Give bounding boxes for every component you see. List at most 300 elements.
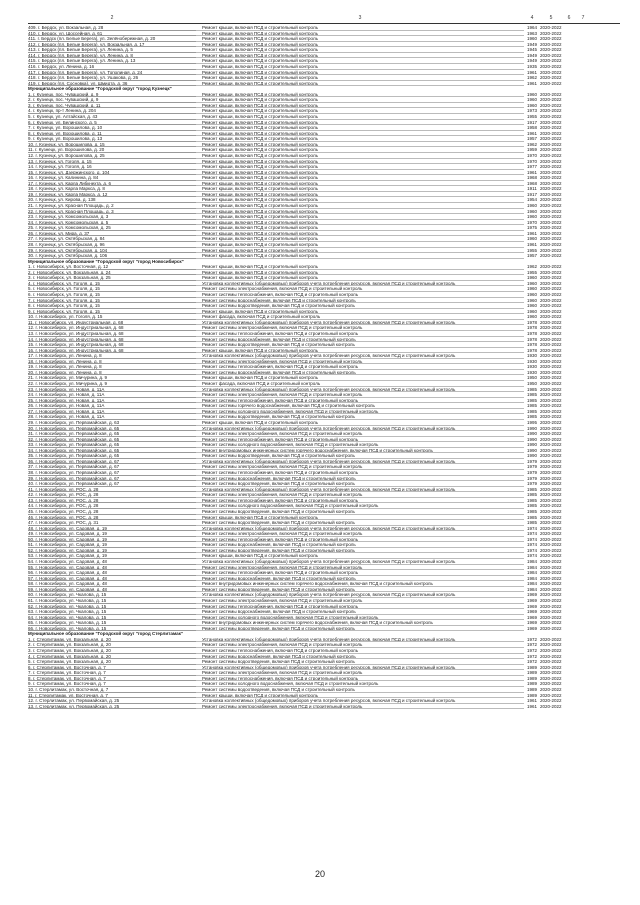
address-cell: 6. г. Стерлитамак, ул. Восточная, д. 7 — [28, 665, 196, 671]
address-cell: 6. г. Новосибирск, ул. Гоголя, д. 15 — [28, 292, 196, 298]
year-cell: 1969 — [526, 597, 537, 603]
year-cell: 1989 — [526, 692, 537, 698]
period-cell: 2020-2022 — [540, 114, 562, 119]
address-cell: 21. г. Кузнецк, ул. Красная Площадь, д. 2 — [28, 203, 196, 209]
period-cell: 2020-2022 — [540, 342, 562, 348]
address-cell: 65. г. Новосибирск, ул. Чкалова, д. 15 — [28, 620, 196, 626]
year-cell: 1969 — [526, 614, 537, 620]
address-cell: 40. г. Новосибирск, ул. Первомайская, д. 67 — [28, 481, 196, 487]
period-cell: 2020-2022 — [540, 581, 562, 587]
address-cell: 64. г. Новосибирск, ул. Чкалова, д. 15 — [28, 615, 196, 621]
address-cell: 53. г. Новосибирск, ул. Садовая, д. 19 — [28, 553, 196, 559]
period-cell: 2020-2022 — [540, 230, 562, 236]
address-cell: 22. г. Кузнецк, ул. Красная Площадь, д. 3 — [28, 209, 196, 215]
work-type-cell: Ремонт системы водоотведения, включая ПСД и строительный контроль — [196, 626, 524, 632]
address-cell: 13. г. Кузнецк, ул. Гоголя, д. 15 — [28, 159, 196, 165]
year-cell: 1950 — [526, 375, 537, 381]
period-cell: 2020-2022 — [540, 425, 562, 431]
address-cell: 23. г. Кузнецк, ул. Комсомольская, д. 3 — [28, 214, 196, 220]
year-cell: 1989 — [526, 686, 537, 692]
work-type-cell: Ремонт системы теплоснабжения, включая ПСД и строительный контроль — [196, 437, 524, 443]
work-type-cell: Ремонт внутридомовых инженерных систем горячего водоснабжения, включая ПСД и строительный контроль — [196, 448, 524, 454]
address-cell: 10. г. Стерлитамак, ул. Восточная, д. 7 — [28, 687, 196, 693]
year-cell: 1990 — [526, 442, 537, 448]
period-cell: 2020-2022 — [540, 642, 562, 648]
address-cell: 8. г. Стерлитамак, ул. Восточная, д. 7 — [28, 676, 196, 682]
address-cell: 66. г. Новосибирск, ул. Чкалова, д. 15 — [28, 626, 196, 632]
address-cell: 6. г. Кузнецк, ул. Белинского, д. 5 — [28, 120, 196, 126]
year-cell: 1961 — [526, 230, 537, 236]
year-cell: 1960 — [526, 203, 537, 208]
period-cell: 2020-2022 — [540, 609, 562, 615]
work-type-cell: Ремонт системы водоотведения, включая ПСД и строительный контроль — [196, 587, 524, 593]
year-cell: 1961 — [526, 169, 537, 175]
period-cell: 2020-2022 — [540, 603, 562, 609]
work-type-cell: Ремонт системы теплоснабжения, включая ПСД и строительный контроль — [196, 604, 524, 610]
work-type-cell: Ремонт системы холодного водоснабжения, включая ПСД и строительный контроль — [196, 503, 524, 509]
address-cell: 11. г. Стерлитамак, ул. Восточная, д. 7 — [28, 693, 196, 699]
address-cell: 418. г. Бердск (пл. Белые Берега), ул. Ушакова, д. 26 — [28, 75, 196, 81]
year-cell: 1917 — [526, 119, 537, 125]
year-cell: 1985 — [526, 520, 537, 526]
address-cell: 412. г. Бердск (пл. Белые Берега), ул. Вокзальная, д. 17 — [28, 42, 196, 48]
period-cell: 2020-2022 — [540, 280, 562, 286]
work-type-cell: Ремонт системы теплоснабжения, включая ПСД и строительный контроль — [196, 292, 524, 298]
section-title: Муниципальное образование "Городской округ "город Стерлитамак" — [28, 631, 184, 637]
period-cell: 2020-2022 — [540, 570, 562, 576]
year-cell: 1969 — [526, 603, 537, 609]
work-type-cell: Ремонт системы водоотведения, включая ПСД и строительный контроль — [196, 548, 524, 554]
period-cell: 2020-2022 — [540, 253, 562, 259]
address-cell: 20. г. Новосибирск, ул. Ленина, д. 8 — [28, 370, 196, 376]
address-cell: 416. г. Бердск, ул. Ленина, д. 16 — [28, 64, 196, 70]
work-type-cell: Ремонт крыши, включая ПСД и строительный контроль — [196, 97, 524, 103]
work-type-cell: Ремонт крыши, включая ПСД и строительный контроль — [196, 159, 524, 165]
address-cell: 415. г. Бердск (пл. Белые Берега), ул. Ленина, д. 13 — [28, 58, 196, 64]
work-type-cell: Ремонт системы холодного водоснабжения, включая ПСД и строительный контроль — [196, 442, 524, 448]
period-cell: 2020-2022 — [540, 447, 562, 453]
address-cell: 3. г. Кузнецк, пос. Чувашский, д. 11 — [28, 103, 196, 109]
address-cell: 42. г. Новосибирск, ул. РОС, д. 28 — [28, 492, 196, 498]
address-cell: 30. г. Кузнецк, ул. Октябрьская, д. 106 — [28, 253, 196, 259]
year-cell: 1969 — [526, 592, 537, 598]
year-cell: 1989 — [526, 664, 537, 670]
year-cell: 1960 — [526, 97, 537, 103]
work-type-cell: Ремонт крыши, включая ПСД и строительный контроль — [196, 181, 524, 187]
address-cell: 31. г. Новосибирск, ул. Первомайская, д. 65 — [28, 431, 196, 437]
work-type-cell: Ремонт крыши, включая ПСД и строительный контроль — [196, 70, 524, 76]
period-cell: 2020-2022 — [540, 236, 562, 242]
year-cell: 1968 — [526, 180, 537, 186]
work-type-cell: Ремонт системы теплоснабжения, включая ПСД и строительный контроль — [196, 470, 524, 476]
year-cell: 1930 — [526, 364, 537, 370]
work-type-cell: Ремонт системы электроснабжения, включая ПСД и строительный контроль — [196, 598, 524, 604]
period-cell: 2020-2022 — [540, 91, 562, 97]
work-type-cell: Ремонт системы водоотведения, включая ПСД и строительный контроль — [196, 659, 524, 665]
period-cell: 2020-2022 — [540, 219, 562, 225]
address-cell: 17. г. Кузнецк, ул. Карла Либкнехта, д. 6 — [28, 181, 196, 187]
period-cell: 2020-2022 — [540, 36, 562, 42]
work-type-cell: Ремонт крыши, включая ПСД и строительный контроль — [196, 81, 524, 87]
period-cell: 2020-2022 — [540, 525, 562, 531]
year-cell: 1984 — [526, 570, 537, 576]
work-type-cell: Ремонт крыши, включая ПСД и строительный контроль — [196, 348, 524, 354]
year-cell: 1984 — [526, 564, 537, 570]
address-cell: 29. г. Кузнецк, ул. Октябрьская, д. 104 — [28, 248, 196, 254]
period-cell: 2020-2022 — [540, 453, 562, 459]
year-cell: 1961 — [526, 241, 537, 247]
period-cell: 2020-2022 — [540, 364, 562, 370]
work-type-cell: Ремонт системы водоотведения, включая ПСД и строительный контроль — [196, 481, 524, 487]
period-cell: 2020-2022 — [540, 225, 562, 231]
period-cell: 2020-2022 — [540, 458, 562, 464]
work-type-cell: Ремонт крыши, включая ПСД и строительный контроль — [196, 42, 524, 48]
period-cell: 2020-2022 — [540, 397, 562, 403]
period-cell: 2020-2022 — [540, 197, 562, 203]
address-cell: 24. г. Кузнецк, ул. Комсомольская, д. 5 — [28, 220, 196, 226]
work-type-cell: Ремонт системы электроснабжения, включая ПСД и строительный контроль — [196, 642, 524, 648]
address-cell: 13. г. Новосибирск, ул. Индустриальная, д. 68 — [28, 331, 196, 337]
period-cell: 2020-2022 — [540, 330, 562, 336]
work-type-cell: Ремонт крыши, включая ПСД и строительный контроль — [196, 197, 524, 203]
address-cell: 58. г. Новосибирск, ул. Садовая, д. 48 — [28, 581, 196, 587]
period-cell: 2020-2022 — [540, 308, 562, 314]
year-cell: 1990 — [526, 453, 537, 459]
address-cell: 24. г. Новосибирск, ул. Новая, д. 11А — [28, 392, 196, 398]
address-cell: 7. г. Кузнецк, ул. Ворошилова, д. 10 — [28, 125, 196, 131]
work-type-cell: Ремонт крыши, включая ПСД и строительный контроль — [196, 64, 524, 70]
year-cell: 1970 — [526, 219, 537, 225]
address-cell: 10. г. Кузнецк, ул. Ворошилова, д. 15 — [28, 142, 196, 148]
address-cell: 11. г. Кузнецк, ул. Ворошилова, д. 20 — [28, 147, 196, 153]
period-cell: 2020-2022 — [540, 297, 562, 303]
work-type-cell: Установка коллективных (общедомовых) приборов учета потребления ресурсов, включая ПСД и строительный контроль — [196, 526, 524, 532]
work-type-cell: Ремонт крыши, включая ПСД и строительный контроль — [196, 309, 524, 315]
period-cell: 2020-2022 — [540, 442, 562, 448]
work-type-cell: Установка коллективных (общедомовых) приборов учета потребления ресурсов, включая ПСД и строительный контроль — [196, 353, 524, 359]
work-type-cell: Ремонт внутридомовых инженерных систем горячего водоснабжения, включая ПСД и строительный контроль — [196, 620, 524, 626]
work-type-cell: Ремонт системы холодного водоснабжения, включая ПСД и строительный контроль — [196, 681, 524, 687]
address-cell: 45. г. Новосибирск, ул. РОС, д. 28 — [28, 509, 196, 515]
address-cell: 57. г. Новосибирск, ул. Садовая, д. 48 — [28, 576, 196, 582]
address-cell: 5. г. Кузнецк, ул. Алтайская, д. 43 — [28, 114, 196, 120]
work-type-cell: Ремонт системы водоснабжения, включая ПСД и строительный контроль — [196, 476, 524, 482]
address-cell: 25. г. Кузнецк, ул. Комсомольская, д. 25 — [28, 225, 196, 231]
period-cell: 2020-2022 — [540, 531, 562, 537]
work-type-cell: Ремонт крыши, включая ПСД и строительный контроль — [196, 103, 524, 109]
address-cell: 37. г. Новосибирск, ул. Первомайская, д. 67 — [28, 464, 196, 470]
period-cell: 2020-2022 — [540, 41, 562, 47]
year-cell: 1964 — [526, 25, 537, 30]
year-cell: 1985 — [526, 397, 537, 403]
period-cell: 2020-2022 — [540, 241, 562, 247]
period-cell: 2020-2022 — [540, 292, 562, 297]
header-col-3: 3 — [358, 15, 362, 21]
period-cell: 2020-2022 — [540, 319, 562, 325]
period-cell: 2020-2022 — [540, 69, 562, 75]
period-cell: 2020-2022 — [540, 464, 562, 470]
address-cell: 1. г. Новосибирск, ул. Восточная, д. 12 — [28, 264, 196, 270]
period-cell: 2020-2022 — [540, 286, 562, 292]
year-cell: 1979 — [526, 458, 537, 464]
address-cell: 14. г. Новосибирск, ул. Индустриальная, д. 68 — [28, 337, 196, 343]
address-cell: 5. г. Стерлитамак, ул. Вокзальная, д. 20 — [28, 659, 196, 665]
address-cell: 9. г. Кузнецк, ул. Ворошилова, д. 13 — [28, 136, 196, 142]
work-type-cell: Ремонт системы теплоснабжения, включая ПСД и строительный контроль — [196, 364, 524, 370]
address-cell: 413. г. Бердск (пл. Белые Берега), ул. Ленина, д. 5 — [28, 47, 196, 53]
address-cell: 3. г. Новосибирск, ул. Вокзальная, д. 25 — [28, 275, 196, 281]
year-cell: 1969 — [526, 609, 537, 615]
work-type-cell: Ремонт системы теплоснабжения, включая ПСД и строительный контроль — [196, 498, 524, 504]
address-cell: 62. г. Новосибирск, ул. Чкалова, д. 15 — [28, 604, 196, 610]
period-cell: 2020-2022 — [540, 125, 562, 131]
year-cell: 1957 — [526, 253, 537, 259]
period-cell: 2020-2022 — [540, 620, 562, 626]
work-type-cell: Ремонт крыши, включая ПСД и строительный контроль — [196, 120, 524, 126]
address-cell: 63. г. Новосибирск, ул. Чкалова, д. 15 — [28, 609, 196, 615]
address-cell: 26. г. Новосибирск, ул. Новая, д. 11А — [28, 403, 196, 409]
year-cell: 1990 — [526, 436, 537, 442]
year-cell: 1975 — [526, 225, 537, 231]
work-type-cell: Ремонт крыши, включая ПСД и строительный контроль — [196, 153, 524, 159]
year-cell: 1957 — [526, 136, 537, 142]
year-cell: 1960 — [526, 292, 537, 297]
work-type-cell: Ремонт системы электроснабжения, включая ПСД и строительный контроль — [196, 704, 524, 710]
address-cell: 23. г. Новосибирск, ул. Новая, д. 11А — [28, 387, 196, 393]
address-cell: 56. г. Новосибирск, ул. Садовая, д. 48 — [28, 570, 196, 576]
year-cell: 1978 — [526, 342, 537, 348]
work-type-cell: Установка коллективных (общедомовых) приборов учета потребления ресурсов, включая ПСД и строительный контроль — [196, 459, 524, 465]
work-type-cell: Ремонт системы водоснабжения, включая ПСД и строительный контроль — [196, 542, 524, 548]
work-type-cell: Ремонт крыши, включая ПСД и строительный контроль — [196, 170, 524, 176]
period-cell: 2020-2022 — [540, 186, 562, 192]
year-cell: 1985 — [526, 414, 537, 420]
work-type-cell: Ремонт системы водоотведения, включая ПСД и строительный контроль — [196, 342, 524, 348]
table-body — [28, 25, 620, 709]
year-cell: 1979 — [526, 475, 537, 481]
year-cell: 1949 — [526, 52, 537, 58]
work-type-cell: Ремонт крыши, включая ПСД и строительный контроль — [196, 209, 524, 215]
work-type-cell: Ремонт фасада, включая ПСД и строительный контроль — [196, 381, 524, 387]
year-cell: 1930 — [526, 353, 537, 359]
year-cell: 1977 — [526, 164, 537, 170]
period-cell: 2020-2022 — [540, 414, 562, 420]
year-cell: 1978 — [526, 347, 537, 353]
address-cell: 46. г. Новосибирск, ул. РОС, д. 28 — [28, 515, 196, 521]
year-cell: 1917 — [526, 191, 537, 197]
period-cell: 2020-2022 — [540, 214, 562, 220]
address-cell: 4. г. Стерлитамак, ул. Вокзальная, д. 20 — [28, 654, 196, 660]
work-type-cell: Ремонт системы холодного водоснабжения, включая ПСД и строительный контроль — [196, 615, 524, 621]
address-cell: 54. г. Новосибирск, ул. Садовая, д. 48 — [28, 559, 196, 565]
address-cell: 411. г. Бердск (пл. Белые Берега), ул. Зелёнобережная, д. 20 — [28, 36, 196, 42]
work-type-cell: Ремонт системы водоснабжения, включая ПСД и строительный контроль — [196, 337, 524, 343]
period-cell: 2020-2022 — [540, 559, 562, 564]
address-cell: 18. г. Новосибирск, ул. Ленина, д. 8 — [28, 359, 196, 365]
year-cell: 1978 — [526, 319, 537, 325]
period-cell: 2020-2022 — [540, 97, 562, 103]
year-cell: 1985 — [526, 492, 537, 498]
period-cell: 2020-2022 — [540, 547, 562, 553]
work-type-cell: Ремонт крыши, включая ПСД и строительный контроль — [196, 186, 524, 192]
work-type-cell: Ремонт внутридомовых инженерных систем горячего водоснабжения, включая ПСД и строительный контроль — [196, 581, 524, 587]
period-cell: 2020-2022 — [540, 63, 562, 69]
work-type-cell: Установка коллективных (общедомовых) приборов учета потребления ресурсов, включая ПСД и строительный контроль — [196, 487, 524, 493]
address-cell: 16. г. Новосибирск, ул. Индустриальная, д. 68 — [28, 348, 196, 354]
year-cell: 1955 — [526, 114, 537, 119]
period-cell: 2020-2022 — [540, 481, 562, 487]
work-type-cell: Установка коллективных (общедомовых) приборов учета потребления ресурсов, включая ПСД и строительный контроль — [196, 320, 524, 326]
work-type-cell: Ремонт крыши, включая ПСД и строительный контроль — [196, 275, 524, 281]
period-cell: 2020-2022 — [540, 486, 562, 492]
year-cell: 1962 — [526, 264, 537, 270]
document-page — [28, 14, 620, 709]
address-cell: 414. г. Бердск (пл. Белые Берега), ул. Ленина, д. 8 — [28, 53, 196, 59]
work-type-cell: Ремонт крыши, включая ПСД и строительный контроль — [196, 92, 524, 98]
work-type-cell: Ремонт системы водоотведения, включая ПСД и строительный контроль — [196, 414, 524, 420]
period-cell: 2020-2022 — [540, 542, 562, 548]
year-cell: 1960 — [526, 208, 537, 214]
year-cell: 1949 — [526, 41, 537, 47]
period-cell: 2020-2022 — [540, 247, 562, 253]
address-cell: 8. г. Новосибирск, ул. Гоголя, д. 15 — [28, 303, 196, 309]
year-cell: 1970 — [526, 158, 537, 164]
work-type-cell: Ремонт системы водоснабжения, включая ПСД и строительный контроль — [196, 298, 524, 304]
work-type-cell: Ремонт крыши, включая ПСД и строительный контроль — [196, 264, 524, 270]
work-type-cell: Ремонт системы водоснабжения, включая ПСД и строительный контроль — [196, 370, 524, 376]
address-cell: 9. г. Стерлитамак, ул. Восточная, д. 7 — [28, 681, 196, 687]
address-cell: 18. г. Кузнецк, ул. Карла Маркса, д. 8 — [28, 186, 196, 192]
address-cell: 7. г. Новосибирск, ул. Гоголя, д. 15 — [28, 298, 196, 304]
work-type-cell: Установка коллективных (общедомовых) приборов учета потребления ресурсов, включая ПСД и строительный контроль — [196, 698, 524, 704]
period-cell: 2020-2022 — [540, 75, 562, 81]
year-cell: 1961 — [526, 130, 537, 136]
address-cell: 59. г. Новосибирск, ул. Садовая, д. 48 — [28, 587, 196, 593]
address-cell: 48. г. Новосибирск, ул. Садовая, д. 19 — [28, 526, 196, 532]
year-cell: 1963 — [526, 30, 537, 36]
address-cell: 39. г. Новосибирск, ул. Первомайская, д. 67 — [28, 476, 196, 482]
year-cell: 1935 — [526, 63, 537, 69]
address-cell: 417. г. Бердск (пл. Белые Берега), ул. Тополиная, д. 24 — [28, 70, 196, 76]
period-cell: 2020-2022 — [540, 80, 562, 86]
address-cell: 1. г. Кузнецк, пос. Чувашский, д. 9 — [28, 92, 196, 98]
period-cell: 2020-2022 — [540, 152, 562, 158]
address-cell: 32. г. Новосибирск, ул. Первомайская, д. 65 — [28, 437, 196, 443]
work-type-cell: Ремонт крыши, включая ПСД и строительный контроль — [196, 58, 524, 64]
period-cell: 2020-2022 — [540, 52, 562, 58]
year-cell: 1960 — [526, 91, 537, 97]
address-cell: 34. г. Новосибирск, ул. Первомайская, д. 65 — [28, 448, 196, 454]
work-type-cell: Ремонт крыши, включая ПСД и строительный контроль — [196, 114, 524, 120]
address-cell: 22. г. Новосибирск, ул. Мичурина, д. 9 — [28, 381, 196, 387]
period-cell: 2020-2022 — [540, 670, 562, 676]
work-type-cell: Ремонт крыши, включая ПСД и строительный контроль — [196, 248, 524, 254]
address-cell: 8. г. Кузнецк, ул. Ворошилова, д. 11 — [28, 131, 196, 137]
year-cell: 1960 — [526, 214, 537, 220]
work-type-cell: Ремонт крыши, включая ПСД и строительный контроль — [196, 214, 524, 220]
address-cell: 1. г. Стерлитамак, ул. Вокзальная, д. 20 — [28, 637, 196, 643]
address-cell: 409. г. Бердск, ул. Вокзальная, д. 28 — [28, 25, 196, 31]
work-type-cell: Ремонт крыши, включая ПСД и строительный контроль — [196, 25, 524, 31]
year-cell: 1989 — [526, 675, 537, 681]
year-cell: 1945 — [526, 47, 537, 53]
address-cell: 29. г. Новосибирск, ул. Первомайская, д. 63 — [28, 420, 196, 426]
address-cell: 5. г. Новосибирск, ул. Гоголя, д. 15 — [28, 286, 196, 292]
work-type-cell: Ремонт системы теплоснабжения, включая ПСД и строительный контроль — [196, 398, 524, 404]
address-cell: 9. г. Новосибирск, ул. Гоголя, д. 15 — [28, 309, 196, 315]
period-cell: 2020-2022 — [540, 136, 562, 142]
address-cell: 60. г. Новосибирск, ул. Чкалова, д. 15 — [28, 592, 196, 598]
header-col-6: 6 — [567, 15, 571, 21]
work-type-cell: Ремонт системы электроснабжения, включая ПСД и строительный контроль — [196, 565, 524, 571]
work-type-cell: Ремонт крыши, включая ПСД и строительный контроль — [196, 125, 524, 131]
work-type-cell: Ремонт системы электроснабжения, включая ПСД и строительный контроль — [196, 359, 524, 365]
period-cell: 2020-2022 — [540, 653, 562, 659]
year-cell: 1979 — [526, 481, 537, 487]
address-cell: 419. г. Бердск (пл. Сосновка), ул. Шмидта, д. 36 — [28, 81, 196, 87]
work-type-cell: Ремонт крыши, включая ПСД и строительный контроль — [196, 236, 524, 242]
address-cell: 19. г. Новосибирск, ул. Ленина, д. 8 — [28, 364, 196, 370]
address-cell: 27. г. Новосибирск, ул. Новая, д. 11А — [28, 409, 196, 415]
page-number: 20 — [314, 869, 325, 879]
period-cell: 2020-2022 — [540, 108, 562, 114]
period-cell: 2020-2022 — [540, 575, 562, 581]
period-cell: 2020-2022 — [540, 119, 562, 125]
period-cell: 2020-2022 — [540, 497, 562, 503]
period-cell: 2020-2022 — [540, 25, 562, 30]
period-cell: 2020-2022 — [540, 492, 562, 498]
period-cell: 2020-2022 — [540, 436, 562, 442]
period-cell: 2020-2022 — [540, 431, 562, 437]
period-cell: 2020-2022 — [540, 386, 562, 392]
year-cell: 1972 — [526, 653, 537, 659]
address-cell: 12. г. Кузнецк, ул. Ворошилова, д. 25 — [28, 153, 196, 159]
year-cell: 1949 — [526, 58, 537, 64]
year-cell: 1930 — [526, 369, 537, 375]
work-type-cell: Ремонт крыши, включая ПСД и строительный контроль — [196, 553, 524, 559]
year-cell: 1961 — [526, 703, 537, 709]
period-cell: 2020-2022 — [540, 692, 562, 698]
work-type-cell: Ремонт крыши, включая ПСД и строительный контроль — [196, 220, 524, 226]
address-cell: 410. г. Бердск, ул. Шоссейная, д. 61 — [28, 31, 196, 37]
work-type-cell: Ремонт крыши, включая ПСД и строительный контроль — [196, 420, 524, 426]
work-type-cell: Ремонт системы горячего водоснабжения, включая ПСД и строительный контроль — [196, 403, 524, 409]
period-cell: 2020-2022 — [540, 520, 562, 526]
address-cell: 44. г. Новосибирск, ул. РОС, д. 28 — [28, 503, 196, 509]
work-type-cell: Ремонт системы теплоснабжения, включая ПСД и строительный контроль — [196, 676, 524, 682]
period-cell: 2020-2022 — [540, 408, 562, 414]
year-cell: 1974 — [526, 542, 537, 548]
year-cell: 1955 — [526, 247, 537, 253]
year-cell: 1990 — [526, 431, 537, 437]
address-cell: 61. г. Новосибирск, ул. Чкалова, д. 15 — [28, 598, 196, 604]
address-cell: 13. г. Стерлитамак, ул. Первомайская, д. 25 — [28, 704, 196, 710]
year-cell: 1978 — [526, 325, 537, 331]
address-cell: 16. г. Кузнецк, ул. Калинина, д. 84 — [28, 175, 196, 181]
address-cell: 52. г. Новосибирск, ул. Садовая, д. 19 — [28, 548, 196, 554]
work-type-cell: Ремонт крыши, включая ПСД и строительный контроль — [196, 231, 524, 237]
period-cell: 2020-2022 — [540, 392, 562, 398]
address-cell: 21. г. Новосибирск, ул. Мичурина, д. 9 — [28, 375, 196, 381]
address-cell: 27. г. Кузнецк, ул. Октябрьская, д. 84 — [28, 236, 196, 242]
address-cell: 28. г. Новосибирск, ул. Новая, д. 11А — [28, 414, 196, 420]
period-cell: 2020-2022 — [540, 336, 562, 342]
work-type-cell: Ремонт крыши, включая ПСД и строительный контроль — [196, 47, 524, 53]
year-cell: 1990 — [526, 447, 537, 453]
year-cell: 1985 — [526, 508, 537, 514]
work-type-cell: Ремонт крыши, включая ПСД и строительный контроль — [196, 108, 524, 114]
work-type-cell: Ремонт системы водоотведения, включая ПСД и строительный контроль — [196, 520, 524, 526]
